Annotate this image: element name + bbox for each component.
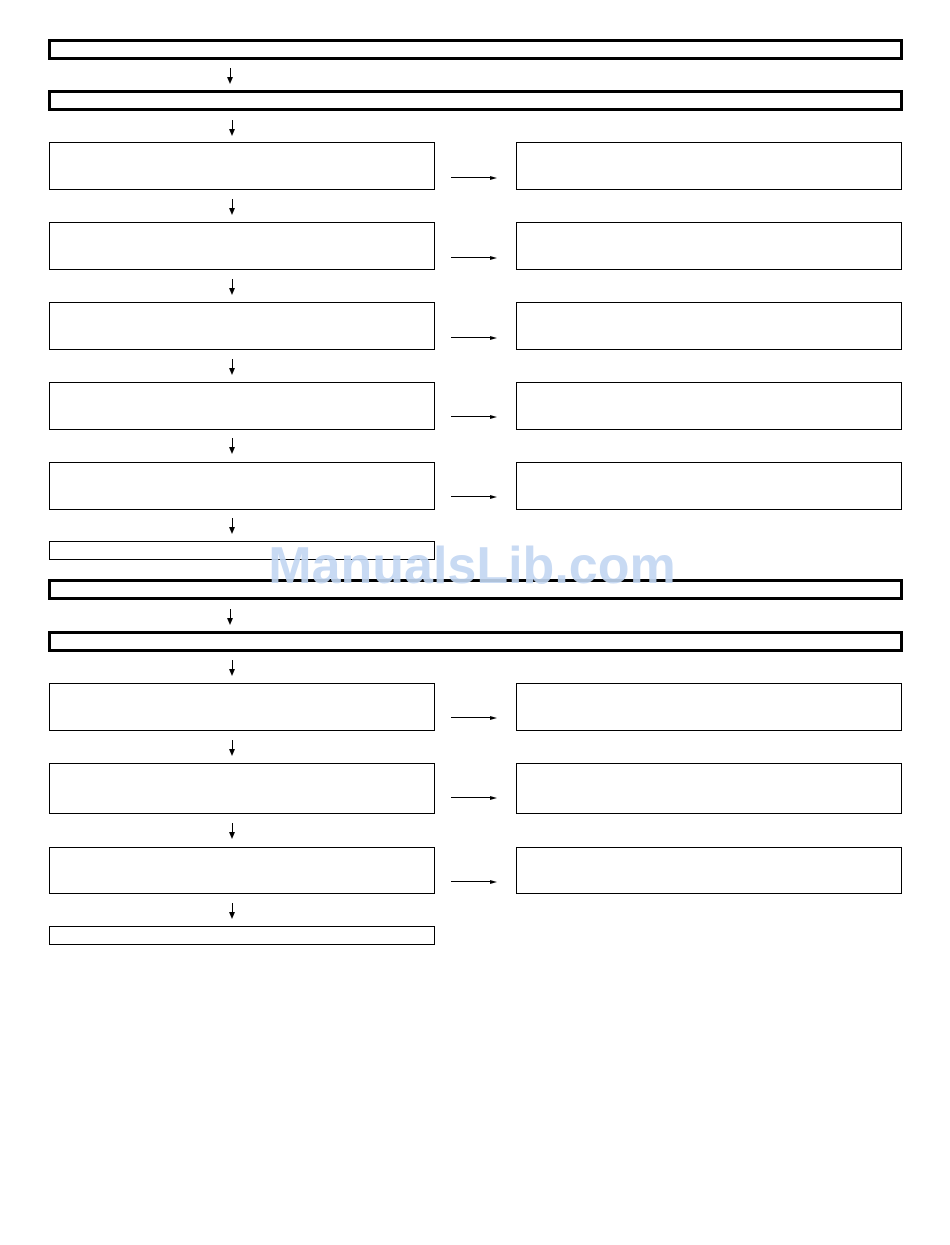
flow-subheader-bar [48, 631, 903, 652]
step-box [49, 683, 435, 731]
arrow-right-head-icon [490, 336, 497, 340]
arrow-down-head-icon [229, 749, 235, 756]
arrow-down-head-icon [229, 447, 235, 454]
arrow-right-icon [451, 881, 491, 882]
result-box [516, 302, 902, 350]
result-box [516, 683, 902, 731]
arrow-right-head-icon [490, 415, 497, 419]
arrow-right-icon [451, 177, 491, 178]
result-box [516, 382, 902, 430]
arrow-down-head-icon [229, 129, 235, 136]
arrow-right-head-icon [490, 716, 497, 720]
arrow-right-head-icon [490, 880, 497, 884]
arrow-right-icon [451, 416, 491, 417]
arrow-down-head-icon [227, 77, 233, 84]
arrow-right-head-icon [490, 176, 497, 180]
arrow-down-head-icon [229, 208, 235, 215]
arrow-down-head-icon [227, 618, 233, 625]
result-box [516, 142, 902, 190]
step-box [49, 847, 435, 894]
arrow-down-head-icon [229, 832, 235, 839]
flow-header-bar [48, 579, 903, 600]
end-box [49, 926, 435, 945]
step-box [49, 462, 435, 510]
arrow-right-head-icon [490, 796, 497, 800]
arrow-right-head-icon [490, 256, 497, 260]
result-box [516, 763, 902, 814]
arrow-down-head-icon [229, 288, 235, 295]
result-box [516, 462, 902, 510]
end-box [49, 541, 435, 560]
arrow-down-head-icon [229, 912, 235, 919]
result-box [516, 847, 902, 894]
arrow-down-head-icon [229, 368, 235, 375]
step-box [49, 382, 435, 430]
arrow-right-icon [451, 337, 491, 338]
arrow-right-head-icon [490, 495, 497, 499]
step-box [49, 222, 435, 270]
step-box [49, 302, 435, 350]
arrow-down-head-icon [229, 669, 235, 676]
arrow-down-head-icon [229, 527, 235, 534]
result-box [516, 222, 902, 270]
watermark-logo: ManualsLib.com [268, 537, 676, 595]
flow-header-bar [48, 39, 903, 60]
step-box [49, 142, 435, 190]
step-box [49, 763, 435, 814]
arrow-right-icon [451, 496, 491, 497]
arrow-right-icon [451, 717, 491, 718]
flow-subheader-bar [48, 90, 903, 111]
arrow-right-icon [451, 257, 491, 258]
arrow-right-icon [451, 797, 491, 798]
